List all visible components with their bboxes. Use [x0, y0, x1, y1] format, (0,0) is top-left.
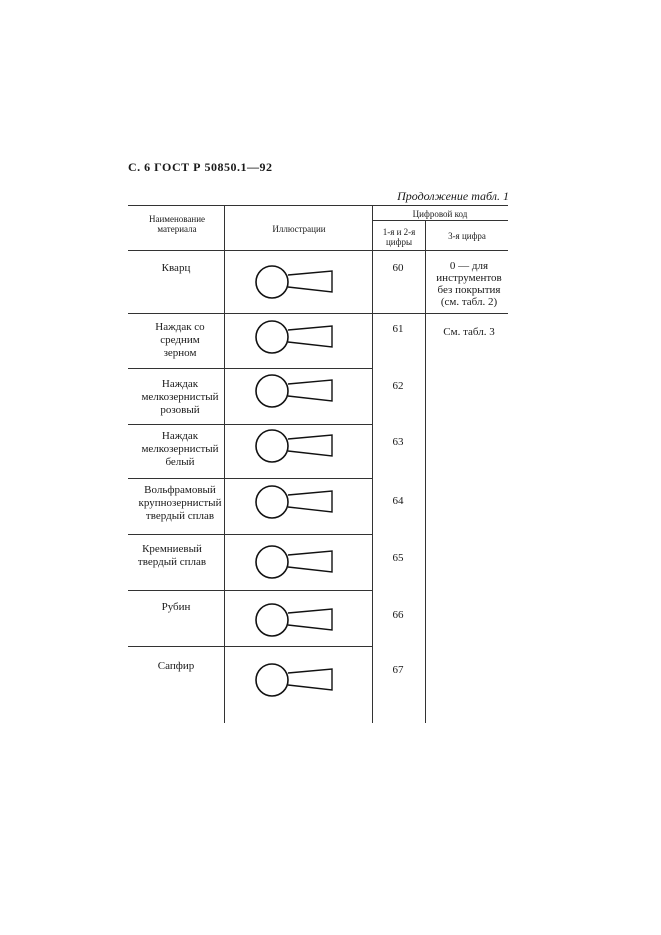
material-name: Кварц [161, 262, 191, 274]
row-separator [128, 590, 372, 591]
material-name: Наждак мелкозернистый белый [141, 430, 219, 468]
header-material: Наименование материала [148, 214, 206, 234]
row-separator [128, 646, 372, 647]
code-3-note: 0 — для инструментов без покрытия (см. табл. 2) [436, 260, 502, 308]
column-divider-2 [372, 205, 373, 723]
material-name: Наждак мелкозернистый розовый [141, 378, 219, 416]
tool-illustration [254, 481, 344, 523]
tool-illustration [254, 599, 344, 641]
row-separator [128, 313, 372, 314]
material-name: Наждак со средним зерном [155, 321, 205, 359]
header-illustrations: Иллюстрации [272, 224, 326, 234]
row-separator [128, 534, 372, 535]
tool-illustration [254, 659, 344, 701]
row-separator [128, 478, 372, 479]
header-bottom-border [128, 250, 508, 251]
code-header-divider [372, 220, 508, 221]
code-1-2: 67 [392, 664, 404, 676]
page-header: С. 6 ГОСТ Р 50850.1—92 [128, 160, 273, 174]
material-name: Сапфир [157, 660, 195, 672]
code-1-2: 61 [392, 323, 404, 335]
row-separator [372, 313, 508, 314]
code-1-2: 60 [392, 262, 404, 274]
material-name: Рубин [161, 601, 191, 613]
tool-illustration [254, 370, 344, 412]
code-3-note: См. табл. 3 [443, 326, 495, 338]
tool-illustration [254, 261, 344, 303]
tool-illustration [254, 316, 344, 358]
column-divider-3 [425, 220, 426, 723]
material-name: Кремниевый твердый сплав [137, 543, 207, 568]
code-1-2: 65 [392, 552, 404, 564]
tool-illustration [254, 425, 344, 467]
material-name: Вольфрамовый крупнозернистый твердый сплав [138, 484, 222, 522]
table-continuation-label: Продолжение табл. 1 [397, 189, 509, 203]
code-1-2: 66 [392, 609, 404, 621]
code-1-2: 64 [392, 495, 404, 507]
table-top-border [128, 205, 508, 206]
row-separator [128, 368, 372, 369]
tool-illustration [254, 541, 344, 583]
header-digital-code: Цифровой код [412, 209, 468, 219]
code-1-2: 63 [392, 436, 404, 448]
code-1-2: 62 [392, 380, 404, 392]
header-digit-3: 3-я цифра [448, 231, 486, 241]
header-digits-1-2: 1-я и 2-я цифры [382, 227, 416, 247]
